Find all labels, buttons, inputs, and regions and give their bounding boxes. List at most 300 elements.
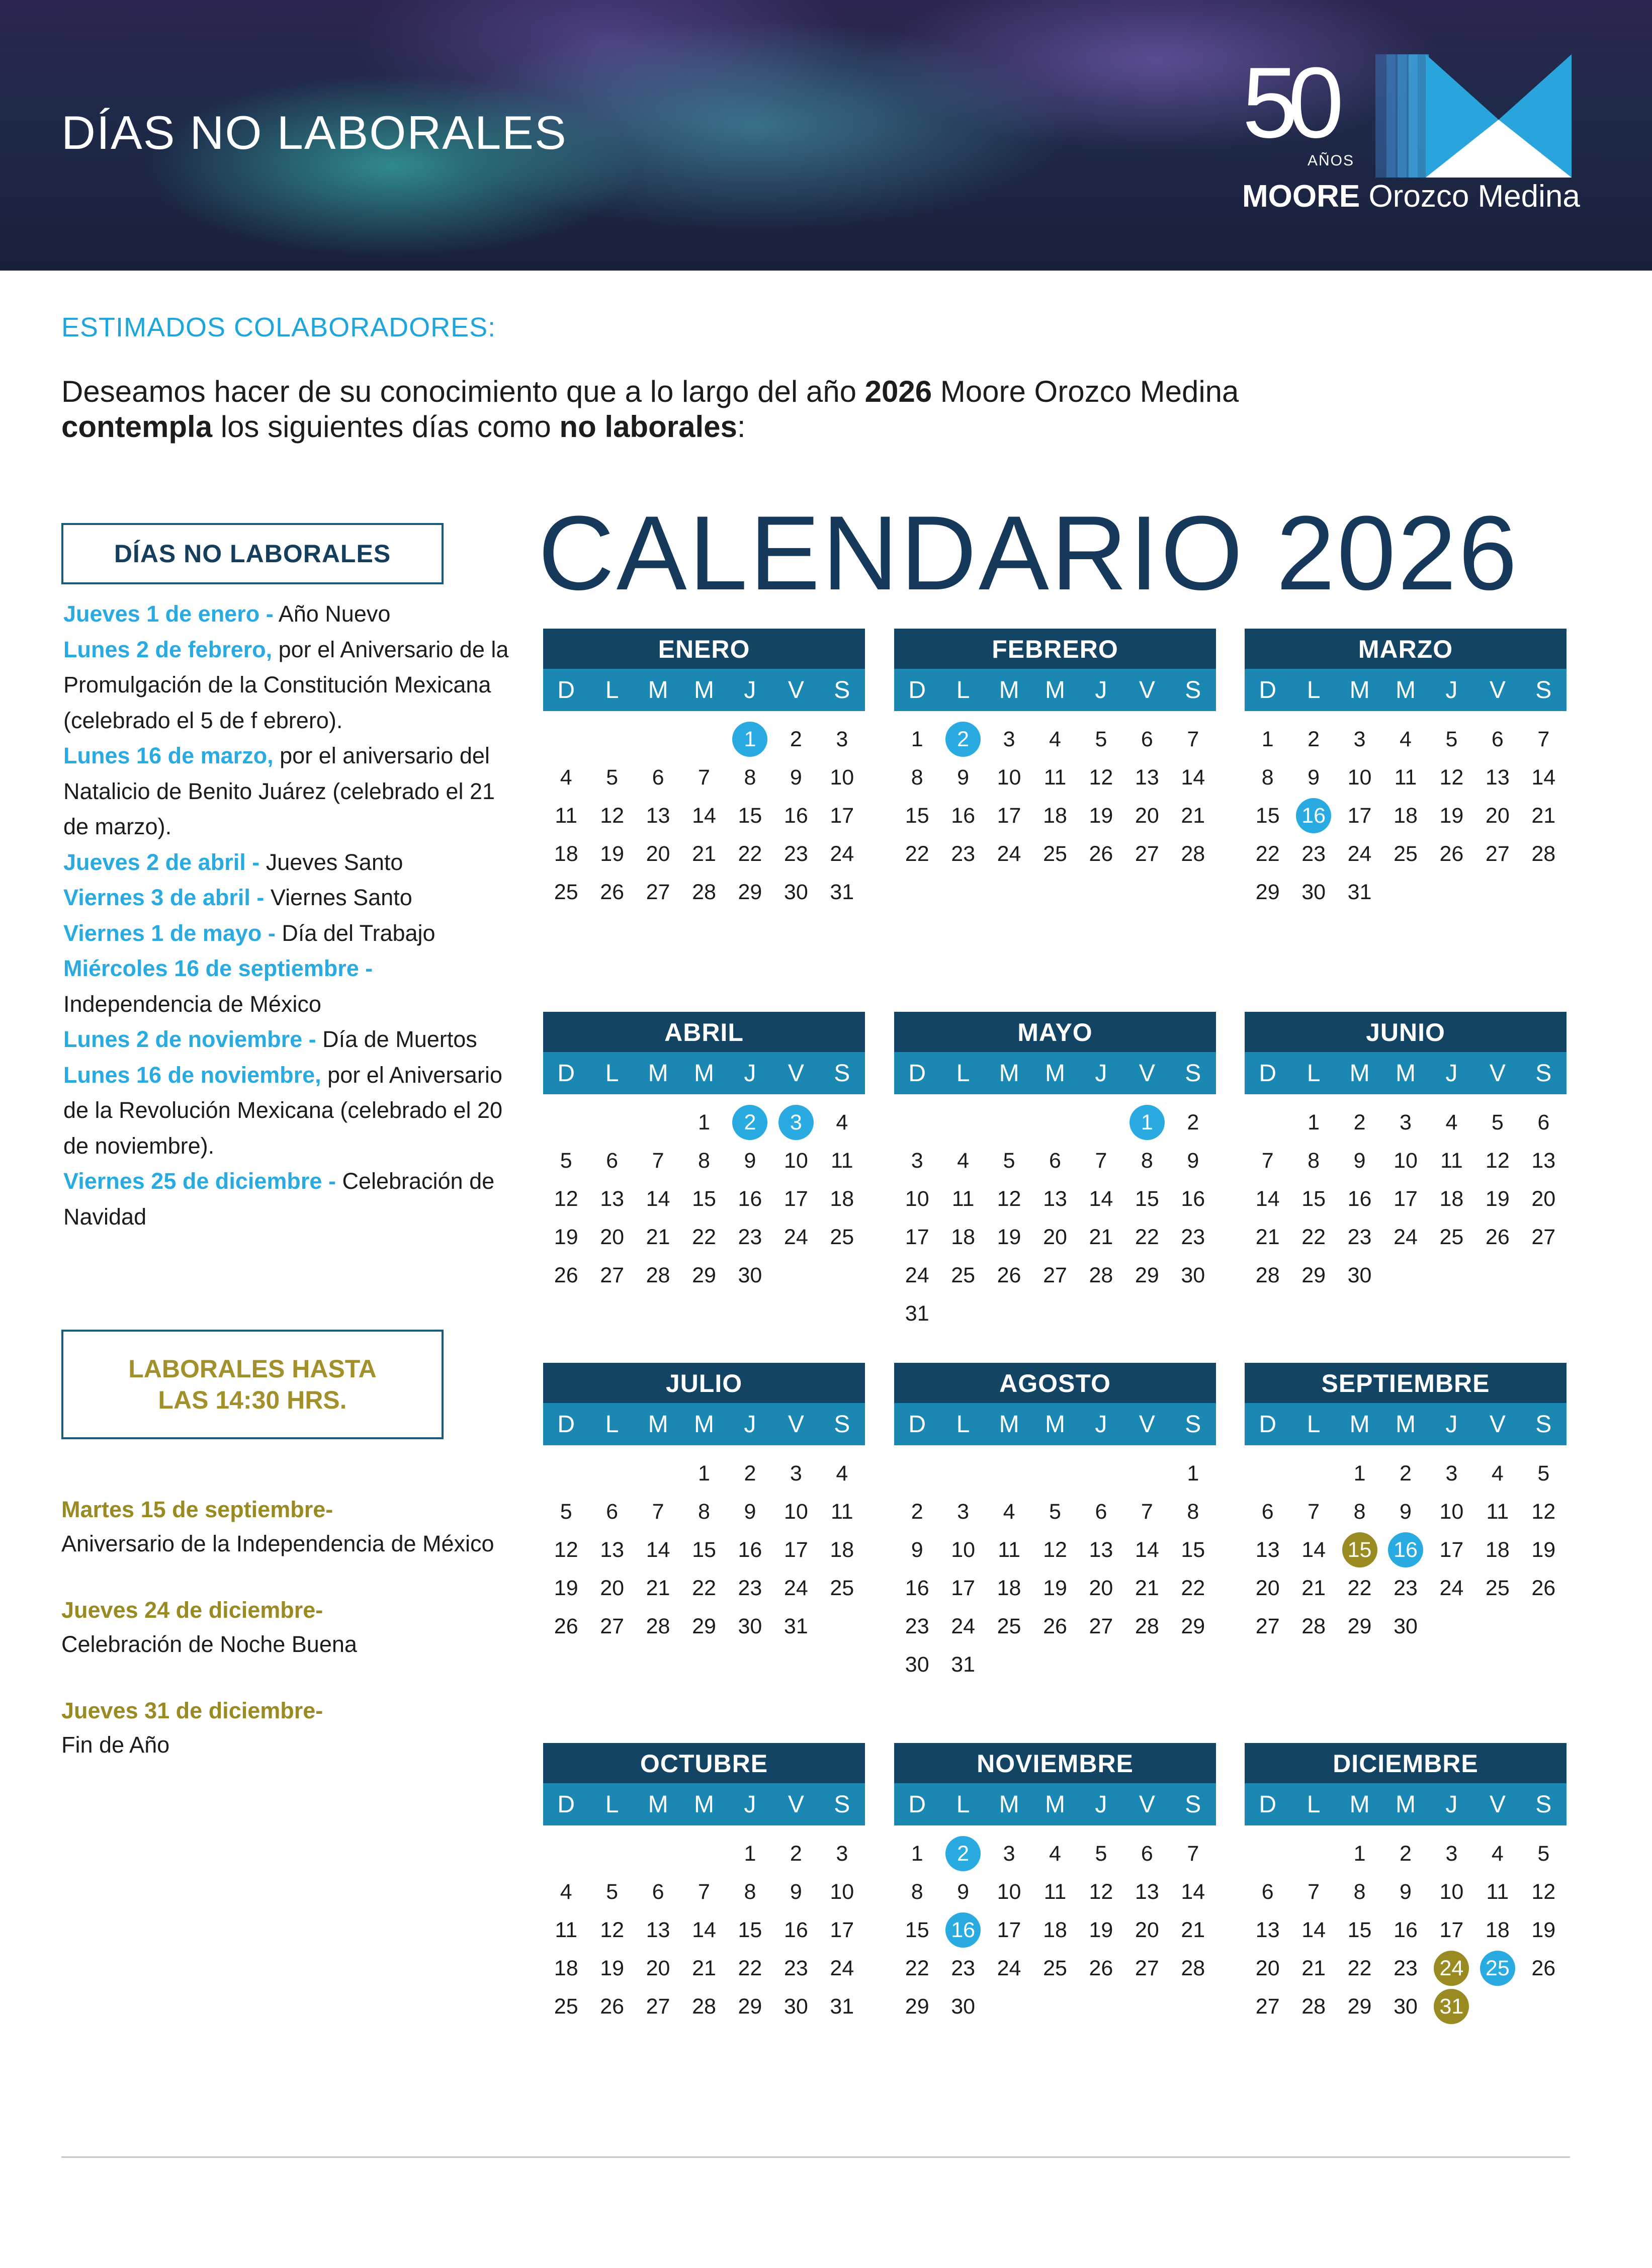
day-number: 13: [1135, 1880, 1159, 1904]
day-number: 1: [1308, 1110, 1320, 1135]
day-number: 28: [646, 1263, 670, 1287]
day-number: 30: [1301, 880, 1326, 904]
day-cell: [773, 836, 819, 871]
day-number: 30: [784, 1994, 808, 2019]
day-cell: [1078, 1874, 1124, 1909]
day-cell: [819, 1456, 865, 1491]
holiday-description: Año Nuevo: [273, 601, 391, 627]
day-grid: [894, 1454, 1216, 1684]
day-number: 28: [646, 1614, 670, 1638]
weekday-label: L: [605, 1060, 619, 1087]
day-number: 5: [560, 1149, 572, 1173]
day-cell: [1337, 722, 1382, 757]
weekday-label: D: [908, 1411, 926, 1438]
day-number: 29: [1347, 1994, 1372, 2019]
day-number: 17: [1394, 1187, 1418, 1211]
day-number: 25: [1480, 1951, 1515, 1986]
day-number: 27: [1135, 842, 1159, 866]
weekday-label: V: [1139, 1791, 1155, 1818]
day-number: 31: [830, 880, 854, 904]
month-mayo: [894, 1012, 1216, 1333]
weekday-label: L: [956, 1411, 970, 1438]
day-cell: [1290, 760, 1336, 795]
day-cell: [1474, 1532, 1520, 1567]
header-banner: [0, 0, 1652, 271]
day-number: 5: [606, 765, 619, 790]
month-name: OCTUBRE: [543, 1743, 865, 1783]
day-number: 8: [744, 1880, 756, 1904]
day-cell: [589, 1181, 635, 1216]
day-number: 19: [600, 1956, 625, 1980]
day-number: 14: [692, 1918, 716, 1942]
weekday-header: [1245, 1783, 1567, 1825]
weekday-label: M: [1045, 1060, 1065, 1087]
day-cell: [1337, 1143, 1382, 1178]
day-number: 11: [1440, 1149, 1463, 1173]
month-name: ABRIL: [543, 1012, 865, 1052]
day-cell: [1170, 1258, 1216, 1293]
day-number: 27: [1531, 1225, 1556, 1249]
day-cell: [727, 1258, 773, 1293]
day-cell: [986, 1143, 1032, 1178]
day-number: 9: [1400, 1500, 1412, 1524]
day-cell: [727, 1143, 773, 1178]
weekday-label: D: [1259, 676, 1277, 704]
half-day-item: [61, 1593, 514, 1662]
day-number: 8: [698, 1500, 710, 1524]
day-cell: [589, 1571, 635, 1606]
day-number: 15: [692, 1187, 716, 1211]
weekday-label: J: [744, 1791, 756, 1818]
month-name: ENERO: [543, 629, 865, 669]
day-cell: [635, 1181, 681, 1216]
day-number: 24: [784, 1225, 808, 1249]
day-number: 19: [1089, 1918, 1113, 1942]
day-cell: [1382, 1494, 1428, 1529]
day-number: 4: [560, 765, 572, 790]
day-cell: [543, 1532, 589, 1567]
weekday-label: D: [908, 1060, 926, 1087]
weekday-label: L: [1307, 676, 1321, 704]
day-cell: [1290, 836, 1336, 871]
day-cell: [1429, 1532, 1474, 1567]
day-cell: [940, 1219, 986, 1255]
weekday-header: [543, 1052, 865, 1094]
day-cell: [543, 1912, 589, 1948]
day-number: 4: [1400, 727, 1412, 751]
day-number: 4: [560, 1880, 572, 1904]
holiday-date: Lunes 16 de marzo,: [63, 743, 274, 768]
logo-mark-icon: [1375, 54, 1572, 178]
day-cell: [986, 1571, 1032, 1606]
weekday-label: V: [1489, 1411, 1506, 1438]
month-enero: [543, 629, 865, 911]
day-cell: [986, 1181, 1032, 1216]
day-number: 12: [554, 1187, 578, 1211]
day-number: 28: [1181, 842, 1205, 866]
day-grid: [543, 1454, 865, 1645]
day-cell: [940, 836, 986, 871]
day-cell: [986, 1258, 1032, 1293]
day-number: 10: [951, 1538, 976, 1562]
day-cell: [635, 1951, 681, 1986]
day-number: 27: [646, 1994, 670, 2019]
day-number: 7: [1187, 1842, 1199, 1866]
day-number: 17: [1439, 1918, 1464, 1942]
day-number: 2: [1187, 1110, 1199, 1135]
day-cell: [543, 1874, 589, 1909]
holiday-date: Viernes 25 de diciembre -: [63, 1168, 336, 1194]
day-number: 15: [1135, 1187, 1159, 1211]
day-cell: [986, 1532, 1032, 1567]
day-cell: [1170, 836, 1216, 871]
day-number: 28: [692, 1994, 716, 2019]
day-number: 9: [790, 765, 802, 790]
day-cell: [635, 760, 681, 795]
day-number: 22: [692, 1225, 716, 1249]
day-number: 14: [646, 1538, 670, 1562]
day-number: 26: [997, 1263, 1021, 1287]
day-number: 24: [905, 1263, 929, 1287]
day-number: 24: [1394, 1225, 1418, 1249]
day-number: 25: [951, 1263, 976, 1287]
holiday-item: [63, 916, 516, 951]
day-cell: [1290, 1219, 1336, 1255]
weekday-label: M: [694, 1060, 714, 1087]
holiday-date: Miércoles 16 de septiembre -: [63, 955, 373, 981]
weekday-label: M: [999, 1411, 1019, 1438]
day-cell: [1474, 1874, 1520, 1909]
day-cell: [819, 1532, 865, 1567]
day-number: 8: [911, 765, 923, 790]
half-day-list: [61, 1493, 514, 1794]
half-day-description: Celebración de Noche Buena: [61, 1631, 357, 1657]
day-cell: [1078, 760, 1124, 795]
day-number: 8: [1141, 1149, 1153, 1173]
day-number: 10: [997, 765, 1021, 790]
day-number: 2: [911, 1500, 923, 1524]
weekday-header: [543, 1783, 865, 1825]
day-number: 2: [1400, 1461, 1412, 1486]
day-cell: [819, 760, 865, 795]
day-cell: [894, 798, 940, 833]
day-cell: [543, 1609, 589, 1644]
weekday-label: V: [788, 1411, 804, 1438]
day-cell: [1337, 760, 1382, 795]
day-cell: [819, 1874, 865, 1909]
day-cell: [1382, 1836, 1428, 1871]
weekday-label: D: [908, 676, 926, 704]
day-cell: [819, 1571, 865, 1606]
weekday-label: J: [1445, 1791, 1458, 1818]
day-cell: [1429, 1181, 1474, 1216]
day-cell: [773, 1989, 819, 2024]
day-number: 23: [784, 1956, 808, 1980]
day-number: 23: [738, 1576, 762, 1600]
day-number: 22: [1347, 1956, 1372, 1980]
weekday-label: D: [1259, 1411, 1277, 1438]
day-cell: [986, 1912, 1032, 1948]
day-number: 11: [998, 1538, 1020, 1562]
day-cell: [819, 1494, 865, 1529]
day-number: 21: [1135, 1576, 1159, 1600]
day-number: 17: [784, 1187, 808, 1211]
weekday-label: M: [648, 1791, 668, 1818]
day-number: 30: [951, 1994, 976, 2019]
day-cell: [1474, 1105, 1520, 1140]
day-number: 22: [1347, 1576, 1372, 1600]
day-number: 23: [738, 1225, 762, 1249]
day-cell: [727, 1494, 773, 1529]
day-grid: [543, 1103, 865, 1294]
weekday-label: M: [694, 676, 714, 704]
day-number: 10: [830, 765, 854, 790]
day-number: 29: [738, 1994, 762, 2019]
day-cell: [1382, 1989, 1428, 2024]
day-number: 19: [554, 1225, 578, 1249]
weekday-label: S: [834, 1060, 850, 1087]
holiday-date: Lunes 2 de febrero,: [63, 636, 273, 662]
day-cell: [1337, 1836, 1382, 1871]
day-number: 22: [738, 1956, 762, 1980]
day-cell: [773, 1532, 819, 1567]
holiday-description: Día de Muertos: [316, 1026, 477, 1052]
day-cell: [1124, 1951, 1170, 1986]
day-number: 19: [1485, 1187, 1510, 1211]
day-number: 4: [1491, 1461, 1504, 1486]
day-number: 15: [692, 1538, 716, 1562]
day-cell: [1078, 1181, 1124, 1216]
holiday-description: por el Aniversario de la Revolución Mexicana (celebrado el 20 de noviembre).: [63, 1062, 503, 1159]
day-number: 3: [1003, 727, 1015, 751]
day-number: 15: [1181, 1538, 1205, 1562]
day-number: 6: [1141, 1842, 1153, 1866]
day-cell: [1474, 1181, 1520, 1216]
weekday-label: L: [605, 1791, 619, 1818]
day-cell: [1429, 1219, 1474, 1255]
day-cell: [1124, 1609, 1170, 1644]
day-number: 27: [1255, 1994, 1280, 2019]
holiday-item: [63, 845, 516, 881]
day-number: 17: [784, 1538, 808, 1562]
day-number: 23: [951, 1956, 976, 1980]
day-number: 10: [1394, 1149, 1418, 1173]
day-cell: [1032, 722, 1078, 757]
day-cell: [819, 798, 865, 833]
day-cell: [681, 1456, 727, 1491]
day-cell: [773, 1571, 819, 1606]
day-number: 23: [1301, 842, 1326, 866]
day-number: 14: [646, 1187, 670, 1211]
weekday-label: L: [605, 676, 619, 704]
weekday-label: M: [1396, 1411, 1416, 1438]
weekday-label: M: [1349, 1060, 1370, 1087]
holiday-day-cell: [1382, 1532, 1428, 1567]
weekday-label: V: [1489, 1791, 1506, 1818]
day-number: 18: [1485, 1538, 1510, 1562]
day-number: 11: [555, 1918, 578, 1942]
day-cell: [819, 722, 865, 757]
day-number: 5: [1095, 1842, 1107, 1866]
day-cell: [589, 1609, 635, 1644]
day-number: 27: [1255, 1614, 1280, 1638]
day-number: 4: [1049, 1842, 1061, 1866]
day-cell: [727, 1532, 773, 1567]
day-number: 18: [1439, 1187, 1464, 1211]
logo-anniversary-number: 50: [1242, 47, 1334, 159]
day-number: 14: [1301, 1538, 1326, 1562]
day-cell: [940, 1571, 986, 1606]
holiday-date: Viernes 1 de mayo -: [63, 920, 276, 946]
holiday-day-cell: [727, 722, 773, 757]
holiday-day-cell: [940, 1912, 986, 1948]
day-cell: [727, 760, 773, 795]
month-abril: [543, 1012, 865, 1294]
day-cell: [819, 1105, 865, 1140]
weekday-label: M: [1045, 1411, 1065, 1438]
month-name: DICIEMBRE: [1245, 1743, 1567, 1783]
day-number: 22: [1181, 1576, 1205, 1600]
day-number: 26: [1531, 1956, 1556, 1980]
day-number: 31: [905, 1301, 929, 1326]
weekday-label: J: [1445, 1060, 1458, 1087]
day-cell: [635, 798, 681, 833]
day-cell: [1078, 1836, 1124, 1871]
day-number: 4: [836, 1461, 848, 1486]
day-cell: [1521, 836, 1567, 871]
day-cell: [1290, 1609, 1336, 1644]
day-number: 3: [1445, 1842, 1458, 1866]
holiday-item: [63, 1058, 516, 1164]
day-cell: [1382, 1912, 1428, 1948]
day-cell: [635, 1874, 681, 1909]
day-cell: [894, 1258, 940, 1293]
weekday-label: J: [1095, 1411, 1107, 1438]
holiday-day-cell: [1474, 1951, 1520, 1986]
day-number: 19: [600, 842, 625, 866]
day-cell: [1032, 1143, 1078, 1178]
day-cell: [1078, 798, 1124, 833]
day-number: 15: [1255, 804, 1280, 828]
weekday-label: M: [1396, 1791, 1416, 1818]
day-number: 14: [1181, 765, 1205, 790]
half-day-description: Fin de Año: [61, 1732, 170, 1758]
month-name: MAYO: [894, 1012, 1216, 1052]
day-cell: [589, 836, 635, 871]
day-cell: [1429, 1105, 1474, 1140]
weekday-label: D: [557, 1791, 575, 1818]
weekday-header: [894, 1403, 1216, 1445]
day-number: 25: [830, 1225, 854, 1249]
weekday-label: V: [788, 676, 804, 704]
day-cell: [1521, 798, 1567, 833]
day-number: 16: [738, 1538, 762, 1562]
day-cell: [1245, 1571, 1290, 1606]
day-number: 20: [1135, 804, 1159, 828]
day-number: 3: [836, 1842, 848, 1866]
day-number: 20: [646, 842, 670, 866]
day-number: 29: [692, 1614, 716, 1638]
day-number: 2: [790, 1842, 802, 1866]
weekday-label: L: [1307, 1791, 1321, 1818]
day-cell: [940, 1609, 986, 1644]
day-number: 21: [1181, 804, 1205, 828]
day-number: 1: [1261, 727, 1274, 751]
day-cell: [1170, 1219, 1216, 1255]
day-cell: [1474, 1836, 1520, 1871]
day-number: 2: [1400, 1842, 1412, 1866]
day-number: 7: [1261, 1149, 1274, 1173]
day-cell: [1245, 1912, 1290, 1948]
day-number: 21: [1301, 1956, 1326, 1980]
day-number: 4: [1049, 727, 1061, 751]
day-cell: [1382, 1609, 1428, 1644]
weekday-header: [1245, 669, 1567, 711]
day-number: 6: [1095, 1500, 1107, 1524]
day-cell: [1337, 1951, 1382, 1986]
day-number: 27: [1485, 842, 1510, 866]
day-number: 19: [1089, 804, 1113, 828]
day-cell: [894, 1181, 940, 1216]
day-number: 1: [1353, 1842, 1366, 1866]
day-cell: [773, 875, 819, 910]
holiday-description: por el Aniversario de la Promulgación de la Constitución Mexicana (celebrado el 5 de f ebrero).: [63, 636, 509, 733]
day-cell: [986, 1874, 1032, 1909]
day-number: 22: [1135, 1225, 1159, 1249]
day-number: 24: [1434, 1951, 1469, 1986]
day-number: 8: [698, 1149, 710, 1173]
holiday-date: Lunes 2 de noviembre -: [63, 1026, 316, 1052]
day-number: 20: [1089, 1576, 1113, 1600]
weekday-label: M: [1396, 676, 1416, 704]
day-number: 20: [1043, 1225, 1067, 1249]
day-cell: [1429, 1912, 1474, 1948]
day-cell: [1474, 1456, 1520, 1491]
page-title: DÍAS NO LABORALES: [61, 106, 567, 159]
weekday-header: [894, 1052, 1216, 1094]
day-number: 15: [905, 804, 929, 828]
day-cell: [1382, 722, 1428, 757]
day-grid: [1245, 720, 1567, 911]
day-number: 30: [738, 1614, 762, 1638]
day-number: 11: [1486, 1500, 1509, 1524]
weekday-header: [543, 1403, 865, 1445]
day-number: 10: [784, 1500, 808, 1524]
calendar-title: CALENDARIO 2026: [538, 494, 1519, 612]
day-number: 21: [1301, 1576, 1326, 1600]
day-number: 25: [1043, 1956, 1067, 1980]
day-number: 22: [1301, 1225, 1326, 1249]
day-cell: [1245, 1219, 1290, 1255]
day-number: 7: [698, 1880, 710, 1904]
day-cell: [681, 1219, 727, 1255]
day-number: 16: [738, 1187, 762, 1211]
month-name: SEPTIEMBRE: [1245, 1363, 1567, 1403]
day-cell: [1290, 1571, 1336, 1606]
day-cell: [727, 1912, 773, 1948]
day-number: 27: [1043, 1263, 1067, 1287]
day-cell: [589, 1219, 635, 1255]
day-number: 1: [911, 727, 923, 751]
day-cell: [773, 1143, 819, 1178]
day-grid: [1245, 1103, 1567, 1294]
day-cell: [894, 1143, 940, 1178]
day-number: 13: [1043, 1187, 1067, 1211]
day-number: 6: [1049, 1149, 1061, 1173]
day-number: 13: [646, 804, 670, 828]
weekday-header: [894, 669, 1216, 711]
day-cell: [986, 722, 1032, 757]
